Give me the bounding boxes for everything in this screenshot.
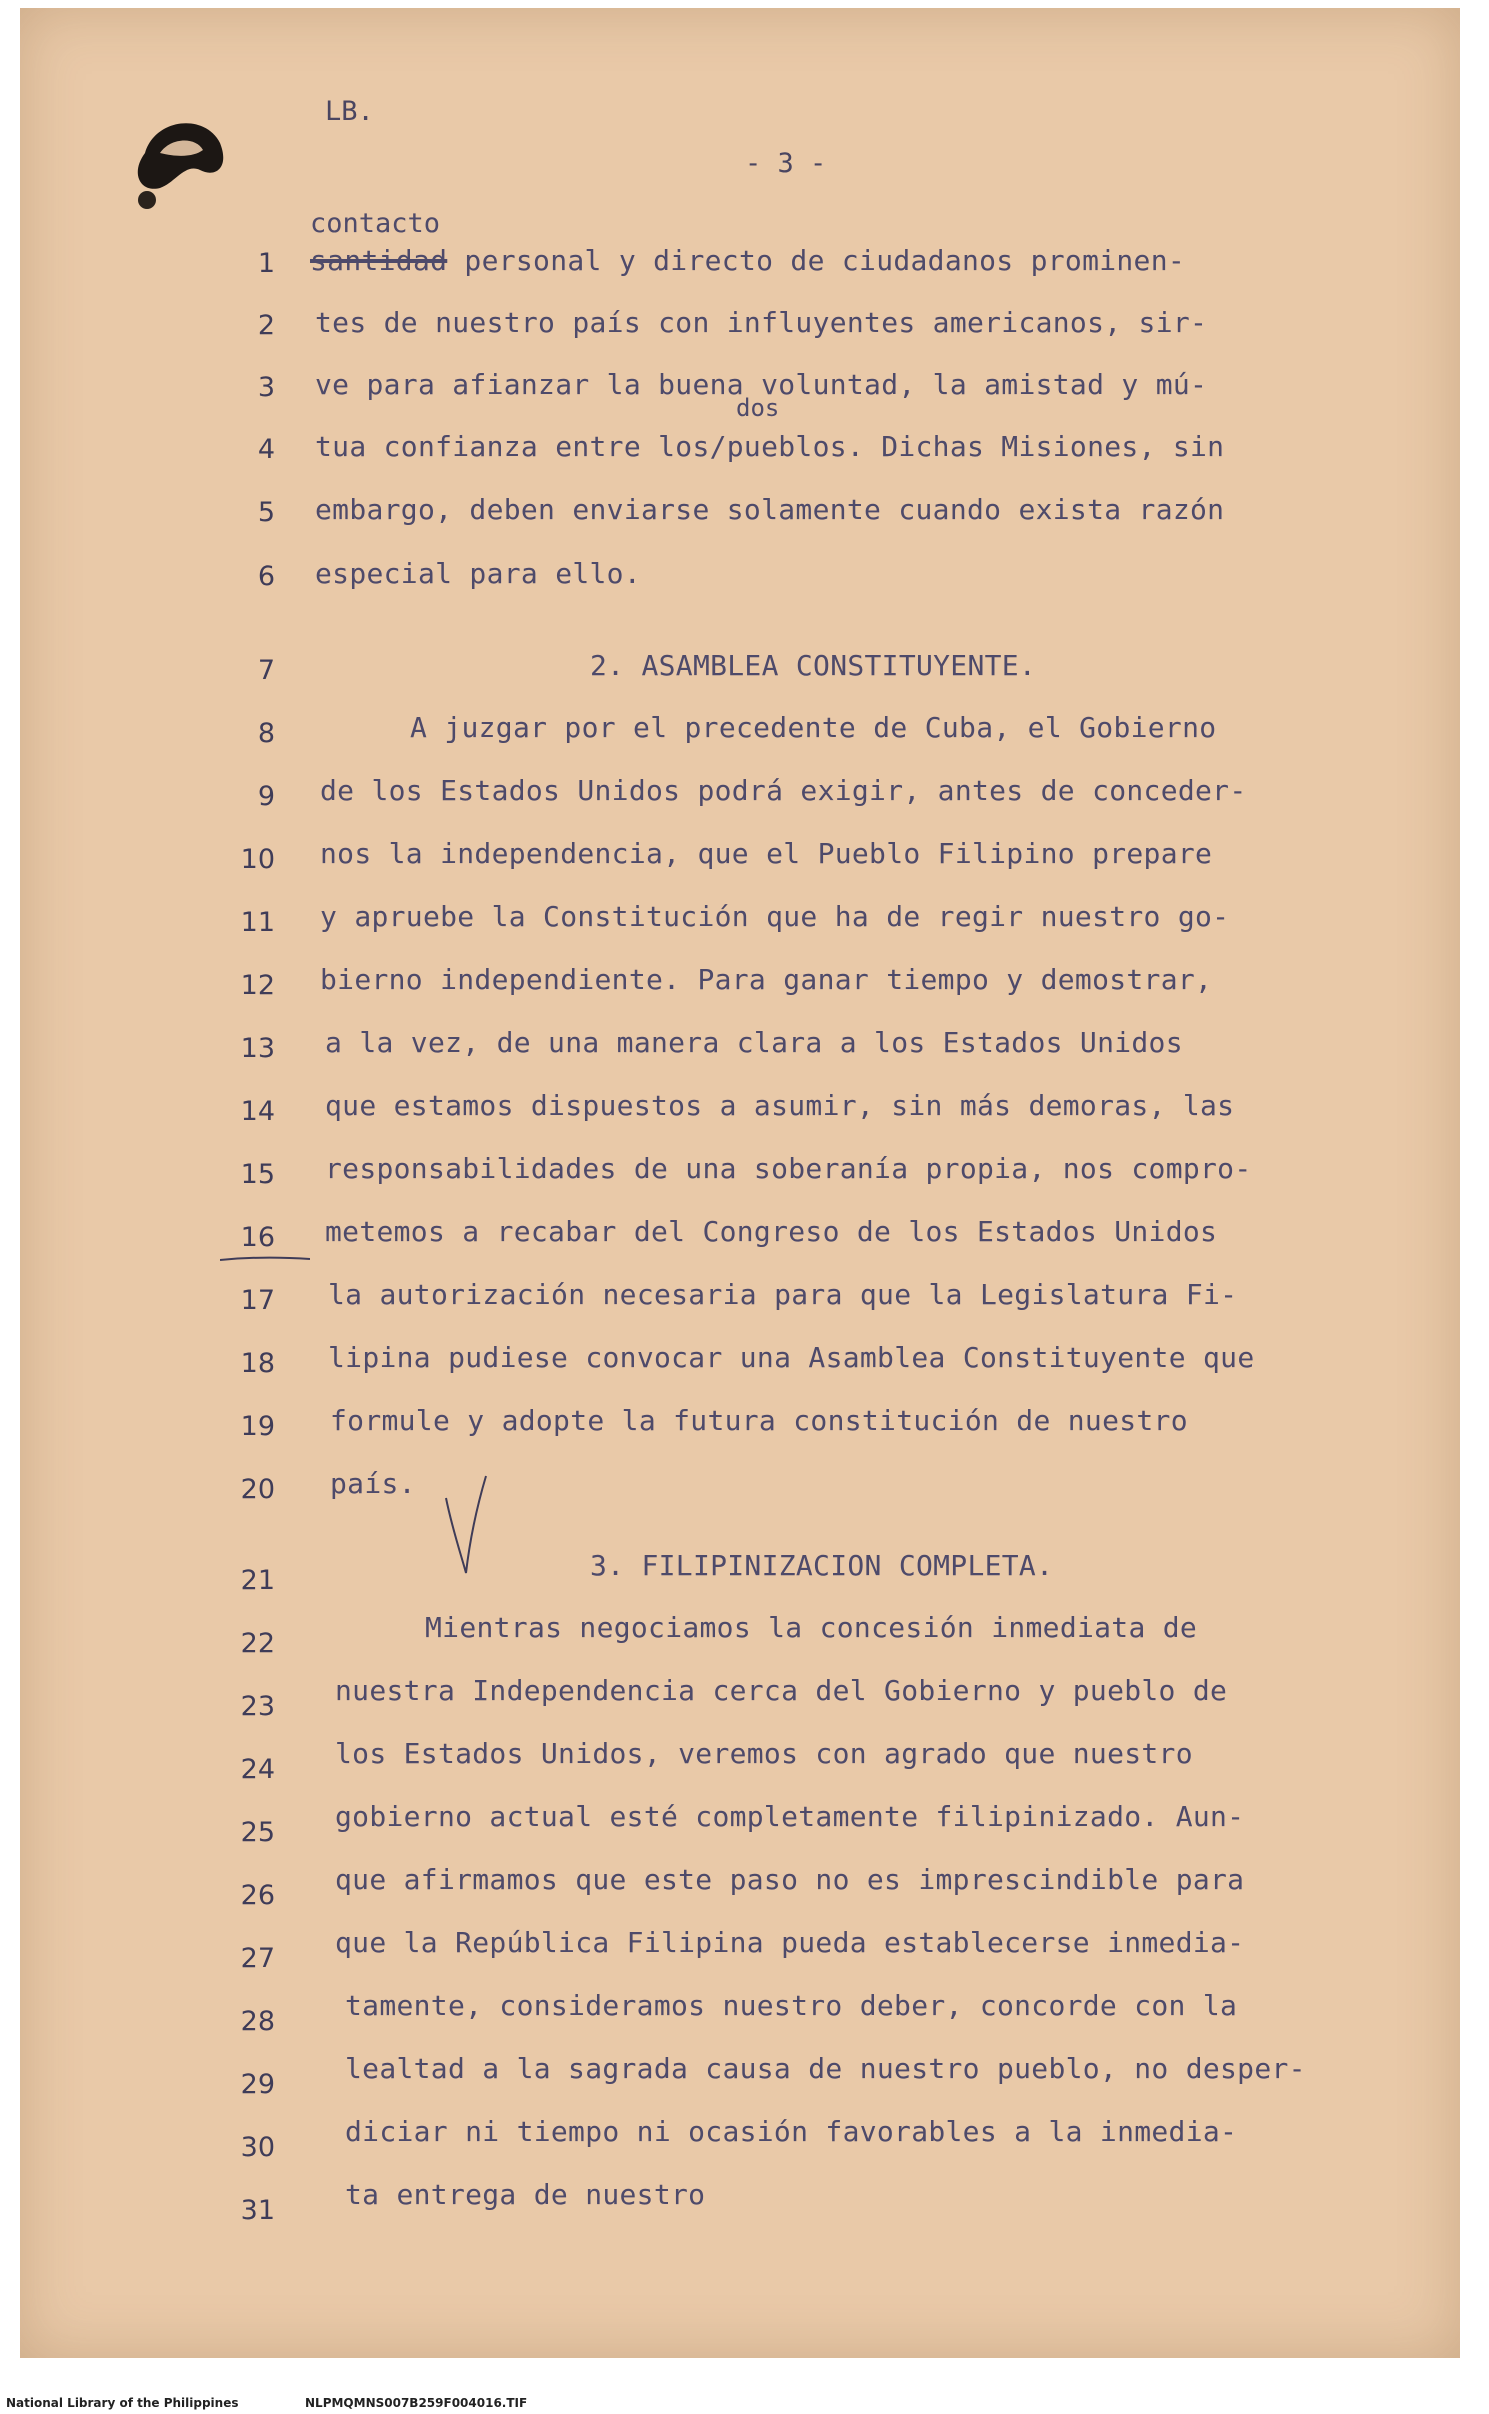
line-number: 27: [240, 1943, 275, 1974]
section-heading: 3. FILIPINIZACION COMPLETA.: [590, 1549, 1054, 1582]
text-line: diciar ni tiempo ni ocasión favorables a la inmedia-: [345, 2115, 1238, 2148]
margin-pen-stroke: [220, 1256, 310, 1262]
text-line: formule y adopte la futura constitución de nuestro: [330, 1404, 1188, 1437]
text-line: tamente, consideramos nuestro deber, concorde con la: [345, 1989, 1238, 2022]
section-heading: 2. ASAMBLEA CONSTITUYENTE.: [590, 649, 1037, 682]
text-line: y apruebe la Constitución que ha de regir nuestro go-: [320, 900, 1230, 933]
line-number: 8: [257, 718, 275, 749]
text-line: gobierno actual esté completamente filipinizado. Aun-: [335, 1800, 1245, 1833]
line-number: 5: [257, 497, 275, 528]
line-number: 31: [240, 2195, 275, 2226]
header-reference: LB.: [325, 96, 374, 127]
line-number: 14: [240, 1096, 275, 1127]
line-number: 18: [240, 1348, 275, 1379]
text-line: de los Estados Unidos podrá exigir, antes de conceder-: [320, 774, 1247, 807]
line-number: 28: [240, 2006, 275, 2037]
text-line: especial para ello.: [315, 557, 641, 590]
text-line: ve para afianzar la buena voluntad, la amistad y mú-: [315, 368, 1208, 401]
text-line: responsabilidades de una soberanía propia, nos compro-: [325, 1152, 1252, 1185]
handwritten-insert: dos: [736, 394, 780, 422]
text-line: A juzgar por el precedente de Cuba, el Gobierno: [410, 711, 1217, 744]
line-number: 3: [257, 372, 275, 403]
line-number: 17: [240, 1285, 275, 1316]
text-line: lealtad a la sagrada causa de nuestro pueblo, no desper-: [345, 2052, 1306, 2085]
file-name-footer: NLPMQMNS007B259F004016.TIF: [305, 2396, 528, 2410]
line-number: 6: [257, 561, 275, 592]
text-line: nos la independencia, que el Pueblo Filipino prepare: [320, 837, 1213, 870]
line-number: 11: [240, 907, 275, 938]
text-line: Mientras negociamos la concesión inmediata de: [425, 1611, 1198, 1644]
text-line: nuestra Independencia cerca del Gobierno y pueblo de: [335, 1674, 1228, 1707]
line-number: 23: [240, 1691, 275, 1722]
text-line: la autorización necesaria para que la Legislatura Fi-: [328, 1278, 1238, 1311]
line-number: 15: [240, 1159, 275, 1190]
line-number: 22: [240, 1628, 275, 1659]
text-line: ta entrega de nuestro: [345, 2178, 706, 2211]
line-number: 1: [257, 248, 275, 279]
text-line: bierno independiente. Para ganar tiempo y demostrar,: [320, 963, 1213, 996]
line-number: 21: [240, 1565, 275, 1596]
archive-footer: National Library of the Philippines: [6, 2396, 239, 2410]
line-number: 24: [240, 1754, 275, 1785]
check-mark: [440, 1468, 490, 1578]
document-sheet: [20, 8, 1460, 2358]
text-line: tes de nuestro país con influyentes americanos, sir-: [315, 306, 1208, 339]
line-number: 12: [240, 970, 275, 1001]
line-number: 30: [240, 2132, 275, 2163]
handwritten-insert: contacto: [310, 208, 441, 239]
line-number: 25: [240, 1817, 275, 1848]
line-number: 4: [257, 434, 275, 465]
text-line: a la vez, de una manera clara a los Estados Unidos: [325, 1026, 1183, 1059]
text-line: que la República Filipina pueda establecerse inmedia-: [335, 1926, 1245, 1959]
page-number: - 3 -: [745, 148, 827, 179]
line-number: 10: [240, 844, 275, 875]
line-number: 20: [240, 1474, 275, 1505]
line-number: 9: [257, 781, 275, 812]
text-line: que estamos dispuestos a asumir, sin más demoras, las: [325, 1089, 1235, 1122]
text-line: santidad personal y directo de ciudadanos prominen-: [310, 244, 1186, 277]
line-number: 2: [257, 310, 275, 341]
line-number: 26: [240, 1880, 275, 1911]
line-number: 19: [240, 1411, 275, 1442]
text-line: que afirmamos que este paso no es imprescindible para: [335, 1863, 1245, 1896]
text-line: los Estados Unidos, veremos con agrado que nuestro: [335, 1737, 1193, 1770]
line-number: 16: [240, 1222, 275, 1253]
text-line: país.: [330, 1467, 416, 1500]
struck-word: santidad: [310, 244, 448, 277]
line-number: 29: [240, 2069, 275, 2100]
text-line: embargo, deben enviarse solamente cuando exista razón: [315, 493, 1225, 526]
line-number: 13: [240, 1033, 275, 1064]
burn-mark: [125, 108, 235, 218]
text-line: lipina pudiese convocar una Asamblea Constituyente que: [328, 1341, 1255, 1374]
text-line: metemos a recabar del Congreso de los Estados Unidos: [325, 1215, 1218, 1248]
text-line: tua confianza entre los/pueblos. Dichas Misiones, sin: [315, 430, 1225, 463]
line-number: 7: [257, 655, 275, 686]
